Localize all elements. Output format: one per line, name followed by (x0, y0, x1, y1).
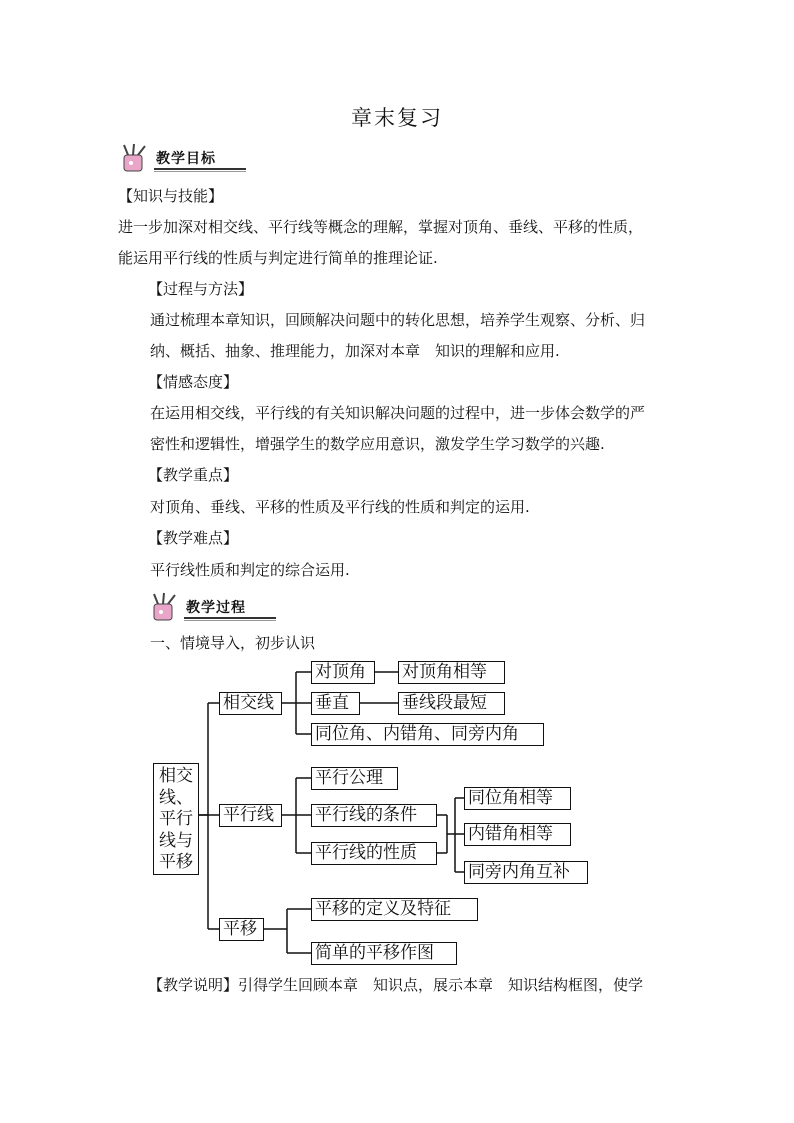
node-translation-definition: 平移的定义及特征 (311, 898, 478, 921)
paragraph-line: 在运用相交线，平行线的有关知识解决问题的过程中，进一步体会数学的严 (150, 404, 646, 422)
root-line: 平移 (159, 852, 193, 872)
teaching-note: 【教学说明】引得学生回顾本章 知识点，展示本章 知识结构框图，使学 (148, 976, 644, 994)
paragraph-line: 能运用平行线的性质与判定进行简单的推理论证. (118, 249, 438, 267)
root-line: 线与 (159, 830, 193, 851)
root-line: 平行 (159, 809, 193, 829)
paragraph-line: 对顶角、垂线、平移的性质及平行线的性质和判定的运用. (150, 498, 530, 516)
heading-difficult-points: 【教学难点】 (148, 529, 239, 547)
node-perpendicular: 垂直 (311, 692, 360, 715)
node-translation: 平移 (219, 918, 264, 941)
heading-knowledge: 【知识与技能】 (118, 187, 224, 205)
paragraph-line: 通过梳理本章知识，回顾解决问题中的转化思想，培养学生观察、分析、归 (150, 311, 646, 329)
node-parallel-axiom: 平行公理 (311, 767, 398, 790)
heading-key-points: 【教学重点】 (148, 466, 239, 484)
heading-process: 【过程与方法】 (148, 280, 254, 298)
heading-intro: 一、情境导入，初步认识 (150, 634, 316, 652)
paragraph-line: 纳、概括、抽象、推理能力，加深对本章 知识的理解和应用. (150, 342, 560, 360)
badge-label: 教学过程 (186, 600, 246, 616)
paragraph-line: 平行线性质和判定的综合运用. (150, 561, 350, 579)
root-line: 相交 (159, 766, 193, 786)
node-alternate-angles-equal: 内错角相等 (464, 823, 571, 846)
node-intersecting-lines: 相交线 (219, 692, 282, 715)
node-perpendicular-shortest: 垂线段最短 (398, 692, 505, 715)
badge-label: 教学目标 (156, 151, 216, 167)
page-title: 章末复习 (351, 106, 443, 130)
node-interior-angles-supplementary: 同旁内角互补 (464, 861, 588, 884)
node-parallel-properties: 平行线的性质 (311, 842, 437, 865)
diagram-root-node (153, 763, 199, 875)
node-vertical-angles: 对顶角 (311, 661, 375, 684)
node-vertical-angles-equal: 对顶角相等 (398, 661, 505, 684)
node-angle-types: 同位角、内错角、同旁内角 (311, 723, 544, 746)
heading-emotion: 【情感态度】 (148, 373, 239, 391)
paragraph-line: 进一步加深对相交线、平行线等概念的理解，掌握对顶角、垂线、平移的性质， (118, 218, 644, 236)
node-translation-drawing: 简单的平移作图 (311, 942, 457, 965)
paragraph-line: 密性和逻辑性，增强学生的数学应用意识，激发学生学习数学的兴趣. (150, 435, 605, 453)
node-corresponding-angles-equal: 同位角相等 (464, 787, 571, 810)
root-line: 线、 (159, 787, 193, 808)
node-parallel-conditions: 平行线的条件 (311, 804, 437, 827)
node-parallel-lines: 平行线 (219, 804, 282, 827)
